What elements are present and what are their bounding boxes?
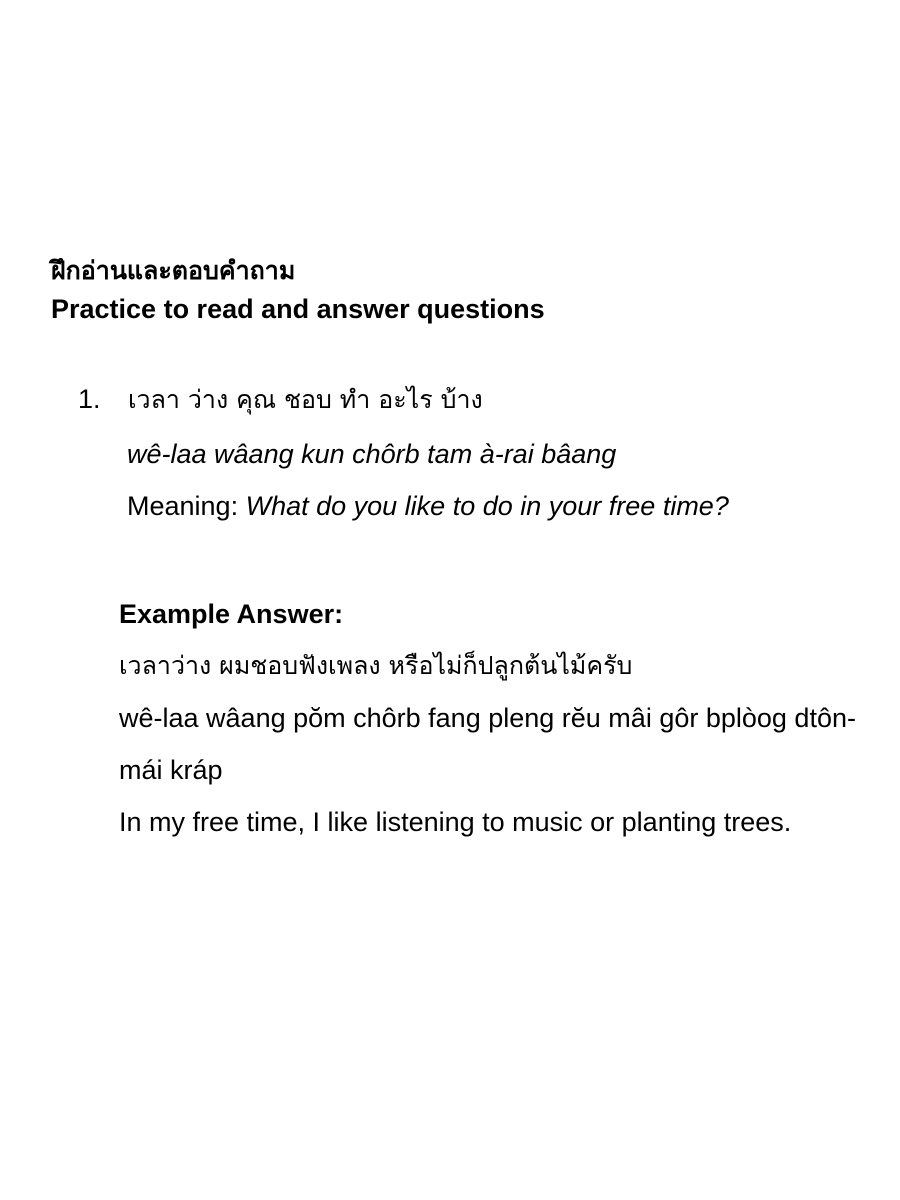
meaning-label: Meaning: xyxy=(127,491,239,521)
question-item xyxy=(78,380,878,528)
answer-thai: เวลาว่าง ผมชอบฟังเพลง หรือไม่ก็ปลูกต้นไม้ครับ xyxy=(119,651,633,680)
question-number: 1. xyxy=(78,384,101,414)
heading-english: Practice to read and answer questions xyxy=(51,294,545,324)
question-meaning xyxy=(127,484,878,528)
answer-english: In my free time, I like listening to music or planting trees. xyxy=(119,807,792,837)
question-thai: เวลา ว่าง คุณ ชอบ ทำ อะไร บ้าง xyxy=(128,385,483,414)
example-answer xyxy=(119,588,889,848)
section-heading xyxy=(51,252,545,328)
question-transliteration: wê-laa wâang kun chôrb tam à-rai bâang xyxy=(127,439,617,469)
meaning-text: What do you like to do in your free time? xyxy=(245,491,729,521)
question-line xyxy=(78,380,878,424)
answer-transliteration: wê-laa wâang pŏm chôrb fang pleng rĕu mâi gôr bplòog dtôn-mái kráp xyxy=(119,703,856,785)
heading-thai: ฝึกอ่านและตอบคำถาม xyxy=(51,256,296,285)
answer-label: Example Answer: xyxy=(119,599,344,629)
